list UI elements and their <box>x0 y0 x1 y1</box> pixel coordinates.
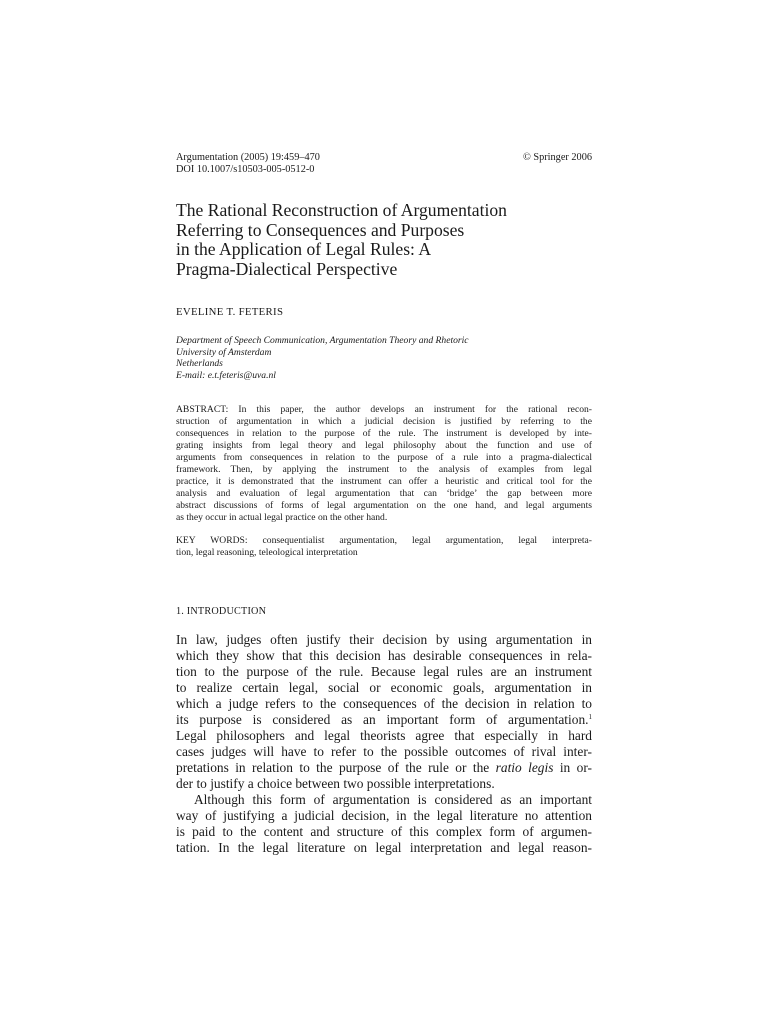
section-heading-introduction: 1. INTRODUCTION <box>176 606 267 617</box>
author-name: EVELINE T. FETERIS <box>176 306 284 318</box>
body-line: Legal philosophers and legal theorists agree that especially in hard <box>176 728 592 743</box>
body-line-text: in or- <box>559 760 592 775</box>
italic-term: ratio legis <box>495 760 554 775</box>
body-line: der to justify a choice between two possible interpretations. <box>176 776 495 791</box>
keywords <box>176 535 592 559</box>
title-line: in the Application of Legal Rules: A <box>176 239 432 259</box>
body-line-text: its purpose is considered as an important form of argumentation. <box>176 712 589 727</box>
body-line: which they show that this decision has desirable consequences in rela- <box>176 648 592 663</box>
body-line <box>176 760 592 776</box>
body-line: tion to the purpose of the rule. Because legal rules are an instrument <box>176 664 592 679</box>
abstract-line: as they occur in actual legal practice on the other hand. <box>176 512 388 523</box>
body-line: Although this form of argumentation is considered as an important <box>194 792 592 807</box>
article-page <box>176 152 592 856</box>
journal-info <box>176 152 320 176</box>
article-header <box>176 152 592 176</box>
keywords-line: KEY WORDS: consequentialist argumentation, legal argumentation, legal interpreta- <box>176 535 592 546</box>
abstract <box>176 404 592 524</box>
body-line: is paid to the content and structure of this complex form of argumen- <box>176 824 592 839</box>
abstract-line: practice, it is demonstrated that the instrument can offer a heuristic and critical tool for the <box>176 476 592 487</box>
abstract-line: struction of argumentation in which a judicial decision is justified by referring to the <box>176 416 592 427</box>
author-affiliation <box>176 335 592 381</box>
article-title <box>176 201 592 279</box>
abstract-line: arguments from consequences in relation to the purpose of a rule into a pragma-dialectical <box>176 452 592 463</box>
body-line: to realize certain legal, social or economic goals, argumentation in <box>176 680 592 695</box>
copyright-notice: © Springer 2006 <box>522 152 592 163</box>
abstract-line: analysis and evaluation of legal argumentation that can ‘bridge’ the gap between more <box>176 488 592 499</box>
affiliation-country: Netherlands <box>176 358 223 369</box>
body-line: way of justifying a judicial decision, in the legal literature no attention <box>176 808 592 823</box>
affiliation-university: University of Amsterdam <box>176 346 272 358</box>
title-line: The Rational Reconstruction of Argumentation <box>176 200 507 220</box>
body-line: In law, judges often justify their decision by using argumentation in <box>176 632 592 647</box>
keywords-line: tion, legal reasoning, teleological interpretation <box>176 547 358 558</box>
abstract-line: abstract discussions of forms of legal argumentation on the one hand, and legal arguments <box>176 500 592 511</box>
affiliation-email: E-mail: e.t.feteris@uva.nl <box>176 369 276 381</box>
body-line: which a judge refers to the consequences of the decision in relation to <box>176 696 592 711</box>
title-line: Pragma-Dialectical Perspective <box>176 258 398 279</box>
body-line <box>176 712 592 728</box>
abstract-line: consequences in relation to the purpose of the rule. The instrument is developed by inte- <box>176 428 592 439</box>
affiliation-department: Department of Speech Communication, Argumentation Theory and Rhetoric <box>176 335 469 346</box>
introduction-body <box>176 632 592 856</box>
journal-citation: Argumentation (2005) 19:459–470 <box>176 152 320 163</box>
abstract-line: framework. Then, by applying the instrument to the analysis of examples from legal <box>176 464 592 475</box>
footnote-marker[interactable]: 1 <box>588 713 592 721</box>
abstract-line: grating insights from legal theory and legal philosophy about the function and use of <box>176 440 592 451</box>
body-line-text: pretations in relation to the purpose of the rule or the <box>176 760 490 775</box>
abstract-line: ABSTRACT: In this paper, the author develops an instrument for the rational recon- <box>176 404 592 415</box>
body-line: tation. In the legal literature on legal interpretation and legal reason- <box>176 840 592 855</box>
title-line: Referring to Consequences and Purposes <box>176 219 465 240</box>
body-line: cases judges will have to refer to the possible outcomes of rival inter- <box>176 744 592 759</box>
doi: DOI 10.1007/s10503-005-0512-0 <box>176 164 315 175</box>
